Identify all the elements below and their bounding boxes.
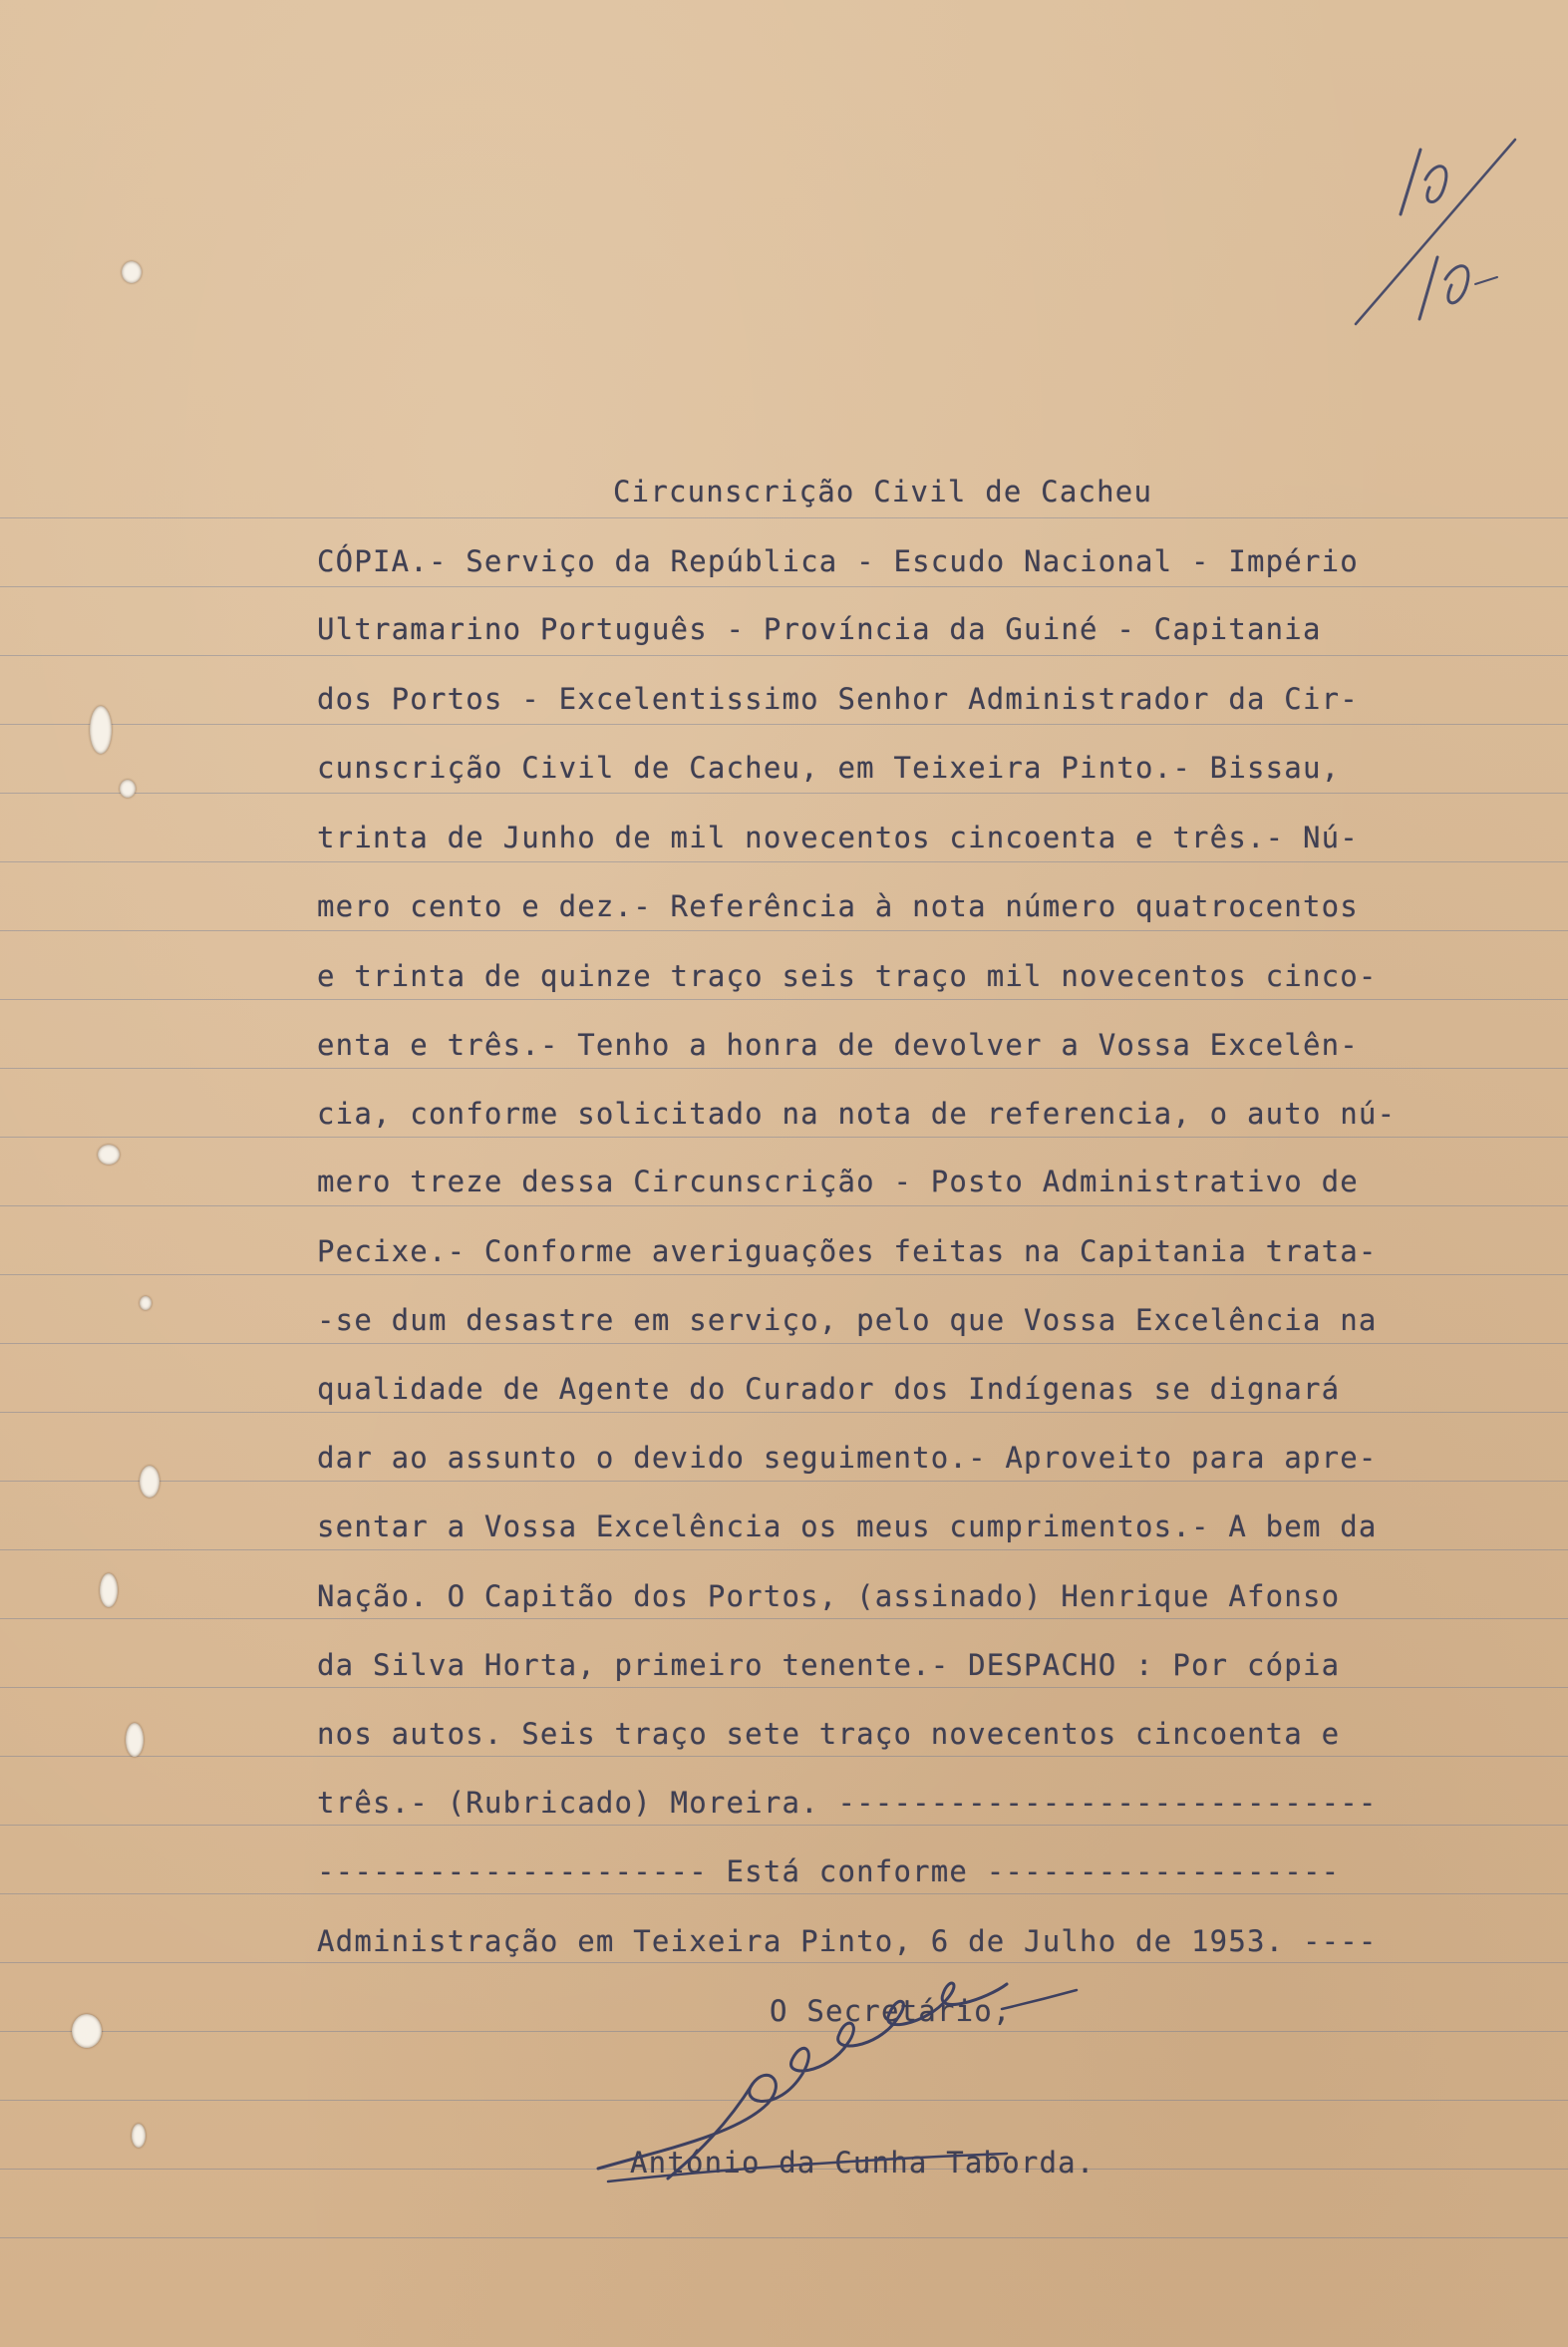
ruled-line — [0, 1343, 1568, 1344]
ruled-line — [0, 1756, 1568, 1757]
ruled-line — [0, 517, 1568, 518]
ruled-line — [0, 930, 1568, 931]
text-line: --------------------- Está conforme ------------------- — [317, 1854, 1341, 1888]
ruled-line — [0, 2237, 1568, 2238]
date-line: Administração em Teixeira Pinto, 6 de Julho de 1953. ---- — [317, 1924, 1378, 1958]
ruled-line — [0, 793, 1568, 794]
ruled-line — [0, 1205, 1568, 1206]
ruled-line — [0, 999, 1568, 1000]
text-line: cia, conforme solicitado na nota de referencia, o auto nú- — [317, 1097, 1397, 1131]
document-heading: Circunscrição Civil de Cacheu — [613, 475, 1153, 508]
ruled-line — [0, 1137, 1568, 1138]
paper-hole — [122, 261, 142, 283]
text-line: enta e três.- Tenho a honra de devolver a Vossa Excelên- — [317, 1028, 1359, 1062]
signatory-title: O Secretário, — [770, 1994, 1012, 2028]
folio-mark-drawing — [1326, 110, 1555, 349]
text-line: Ultramarino Português - Província da Guiné - Capitania — [317, 612, 1322, 646]
handwritten-signature — [578, 1954, 1136, 2203]
signature-drawing — [578, 1954, 1136, 2203]
ruled-line — [0, 861, 1568, 862]
text-line: trinta de Junho de mil novecentos cincoenta e três.- Nú- — [317, 821, 1359, 854]
ruled-line — [0, 724, 1568, 725]
text-line: três.- (Rubricado) Moreira. ----------------------------- — [317, 1786, 1378, 1820]
ruled-line — [0, 586, 1568, 587]
ruled-line — [0, 1412, 1568, 1413]
text-line: sentar a Vossa Excelência os meus cumprimentos.- A bem da — [317, 1509, 1378, 1543]
paper-hole — [98, 1145, 120, 1165]
text-line: qualidade de Agente do Curador dos Indígenas se dignará — [317, 1372, 1341, 1406]
text-line: dos Portos - Excelentissimo Senhor Administrador da Cir- — [317, 682, 1359, 716]
text-line: -se dum desastre em serviço, pelo que Vossa Excelência na — [317, 1303, 1378, 1337]
ruled-line — [0, 1068, 1568, 1069]
text-line: CÓPIA.- Serviço da República - Escudo Nacional - Império — [317, 544, 1359, 578]
signatory-name: António da Cunha Taborda. — [630, 2146, 1096, 2179]
ruled-line — [0, 1893, 1568, 1894]
text-line: Nação. O Capitão dos Portos, (assinado) Henrique Afonso — [317, 1579, 1341, 1613]
text-line: mero cento e dez.- Referência à nota número quatrocentos — [317, 889, 1359, 923]
text-line: nos autos. Seis traço sete traço novecentos cincoenta e — [317, 1717, 1341, 1751]
ruled-line — [0, 655, 1568, 656]
text-line: cunscrição Civil de Cacheu, em Teixeira Pinto.- Bissau, — [317, 751, 1341, 785]
text-line: e trinta de quinze traço seis traço mil novecentos cinco- — [317, 959, 1378, 993]
ruled-line — [0, 1481, 1568, 1482]
ruled-line — [0, 1618, 1568, 1619]
ruled-line — [0, 1274, 1568, 1275]
folio-mark-text — [1326, 110, 1327, 111]
ruled-line — [0, 1825, 1568, 1826]
text-line: dar ao assunto o devido seguimento.- Aproveito para apre- — [317, 1441, 1378, 1475]
folio-mark — [1326, 110, 1555, 349]
ruled-line — [0, 1549, 1568, 1550]
text-line: Pecixe.- Conforme averiguações feitas na Capitania trata- — [317, 1234, 1378, 1268]
ruled-line — [0, 1687, 1568, 1688]
paper-hole — [132, 2124, 146, 2148]
text-line: da Silva Horta, primeiro tenente.- DESPACHO : Por cópia — [317, 1648, 1341, 1682]
text-line: mero treze dessa Circunscrição - Posto Administrativo de — [317, 1165, 1359, 1198]
